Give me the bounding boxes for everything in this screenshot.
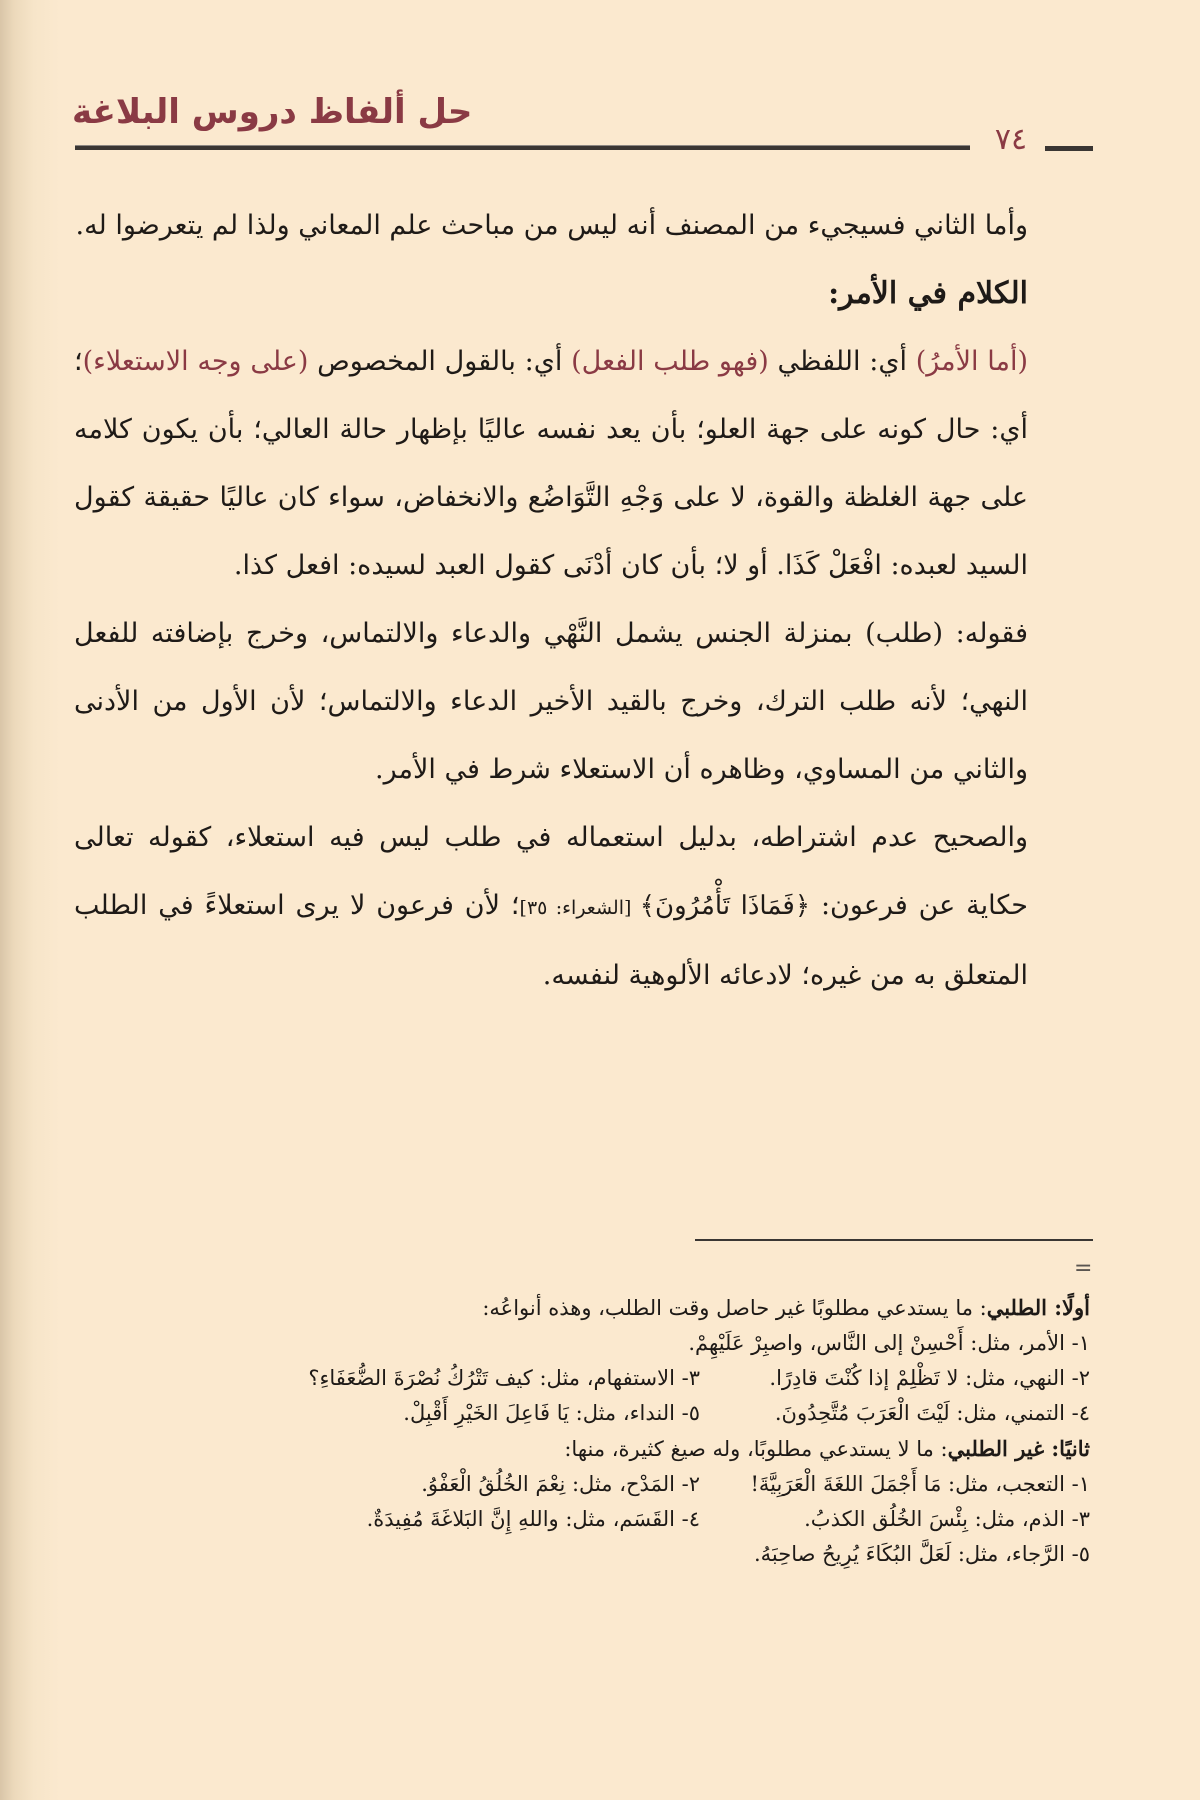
footnote-row <box>150 1396 1090 1431</box>
footnote-row <box>150 1467 1090 1502</box>
footnote-continuation-mark: = <box>1074 1256 1093 1281</box>
paragraph-2 <box>74 328 1092 600</box>
footnote-item: ٤- القَسَم، مثل: واللهِ إِنَّ البَلاغَةَ مُفِيدَةٌ. <box>366 1507 700 1531</box>
footnote-label: ثانيًا: غير الطلبي <box>947 1436 1090 1461</box>
quran-verse: ﴿فَمَاذَا تَأْمُرُونَ﴾ <box>639 891 811 921</box>
commentary-text: ؛ أي: حال كونه على جهة العلو؛ بأن يعد نفسه عاليًا بإظهار حالة العالي؛ بأن يكون كلامه على جهة الغلظة والقوة، لا على وَجْهِ التَّوَاضُع والانخفاض، سواء كان عاليًا حقيقة كقول السيد لعبده: افْعَلْ كَذَا. أو لا؛ بأن كان أدْنَى كقول العبد لسيده: افعل كذا. <box>74 346 1028 581</box>
footnote-separator <box>695 1239 1093 1241</box>
commentary-text: والصحيح عدم اشتراطه، بدليل استعماله في طلب ليس فيه استعلاء، كقوله تعالى حكاية عن فرعون: <box>74 822 1028 921</box>
matn-quote: (أما الأمرُ) <box>915 346 1028 377</box>
paragraph-1: وأما الثاني فسيجيء من المصنف أنه ليس من مباحث علم المعاني ولذا لم يتعرضوا له. <box>75 210 1028 241</box>
footnote-item: ٥- النداء، مثل: يَا فَاعِلَ الخَيْرِ أَقْبِلْ. <box>403 1401 700 1425</box>
footnote-row <box>150 1502 1090 1537</box>
footnote-item: ٤- التمني، مثل: لَيْتَ الْعَرَبَ مُتَّحِدُونَ. <box>774 1401 1090 1425</box>
commentary-text: أي: بالقول المخصوص <box>308 346 572 377</box>
header-rule-short <box>1045 146 1093 151</box>
footnote-section-ghayr-talabi <box>150 1431 1090 1467</box>
matn-quote: (فهو طلب الفعل) <box>571 346 769 377</box>
footnote-label: أولًا: الطلبي <box>986 1295 1090 1320</box>
verse-reference: [الشعراء: ٣٥] <box>519 897 640 919</box>
footnote <box>150 1290 1090 1572</box>
matn-quote: (على وجه الاستعلاء) <box>82 346 309 377</box>
commentary-text: أي: اللفظي <box>768 346 916 377</box>
running-header-title: حل ألفاظ دروس البلاغة <box>72 92 473 132</box>
section-heading: الكلام في الأمر: <box>828 276 1028 311</box>
footnote-item: ٢- المَدْح، مثل: نِعْمَ الخُلُقُ الْعَفْوُ. <box>421 1472 700 1496</box>
main-text <box>74 192 1092 1010</box>
footnote-row <box>150 1361 1090 1396</box>
footnote-item: ١- التعجب، مثل: مَا أَجْمَلَ اللغَةَ الْعَرَبِيَّةَ! <box>750 1472 1090 1496</box>
footnote-text: : ما يستدعي مطلوبًا غير حاصل وقت الطلب، وهذه أنواعُه: <box>482 1296 987 1320</box>
header-rule <box>75 145 970 150</box>
footnote-item: ١- الأمر، مثل: أَحْسِنْ إلى النَّاس، واصبِرْ عَلَيْهِمْ. <box>688 1331 1090 1355</box>
footnote-item: ٣- الذم، مثل: بِئْسَ الخُلُق الكذبُ. <box>804 1507 1090 1531</box>
commentary-text: ؛ لأن فرعون لا يرى استعلاءً في الطلب المتعلق به من غيره؛ لادعائه الألوهية لنفسه. <box>74 890 1028 991</box>
footnote-section-talabi <box>150 1290 1090 1326</box>
footnote-item: ٥- الرَّجاء، مثل: لَعَلَّ البُكَاءَ يُرِيحُ صاحِبَهُ. <box>753 1542 1090 1566</box>
paragraph-3: فقوله: (طلب) بمنزلة الجنس يشمل النَّهْي والدعاء والالتماس، وخرج بإضافته للفعل النهي؛ لأنه طلب الترك، وخرج بالقيد الأخير الدعاء والالتماس؛ لأن الأول من الأدنى والثاني من المساوي، وظاهره أن الاستعلاء شرط في الأمر. <box>74 618 1028 785</box>
page-number: ٧٤ <box>994 122 1028 157</box>
footnote-text: : ما لا يستدعي مطلوبًا، وله صيغ كثيرة، منها: <box>564 1437 948 1461</box>
footnote-item: ٢- النهي، مثل: لا تَظْلِمْ إذا كُنْتَ قادِرًا. <box>769 1366 1090 1390</box>
paragraph-4 <box>74 804 1092 1010</box>
footnote-item: ٣- الاستفهام، مثل: كيف تَتْرُكُ نُصْرَةَ الضُّعَفَاءِ؟ <box>308 1366 700 1390</box>
